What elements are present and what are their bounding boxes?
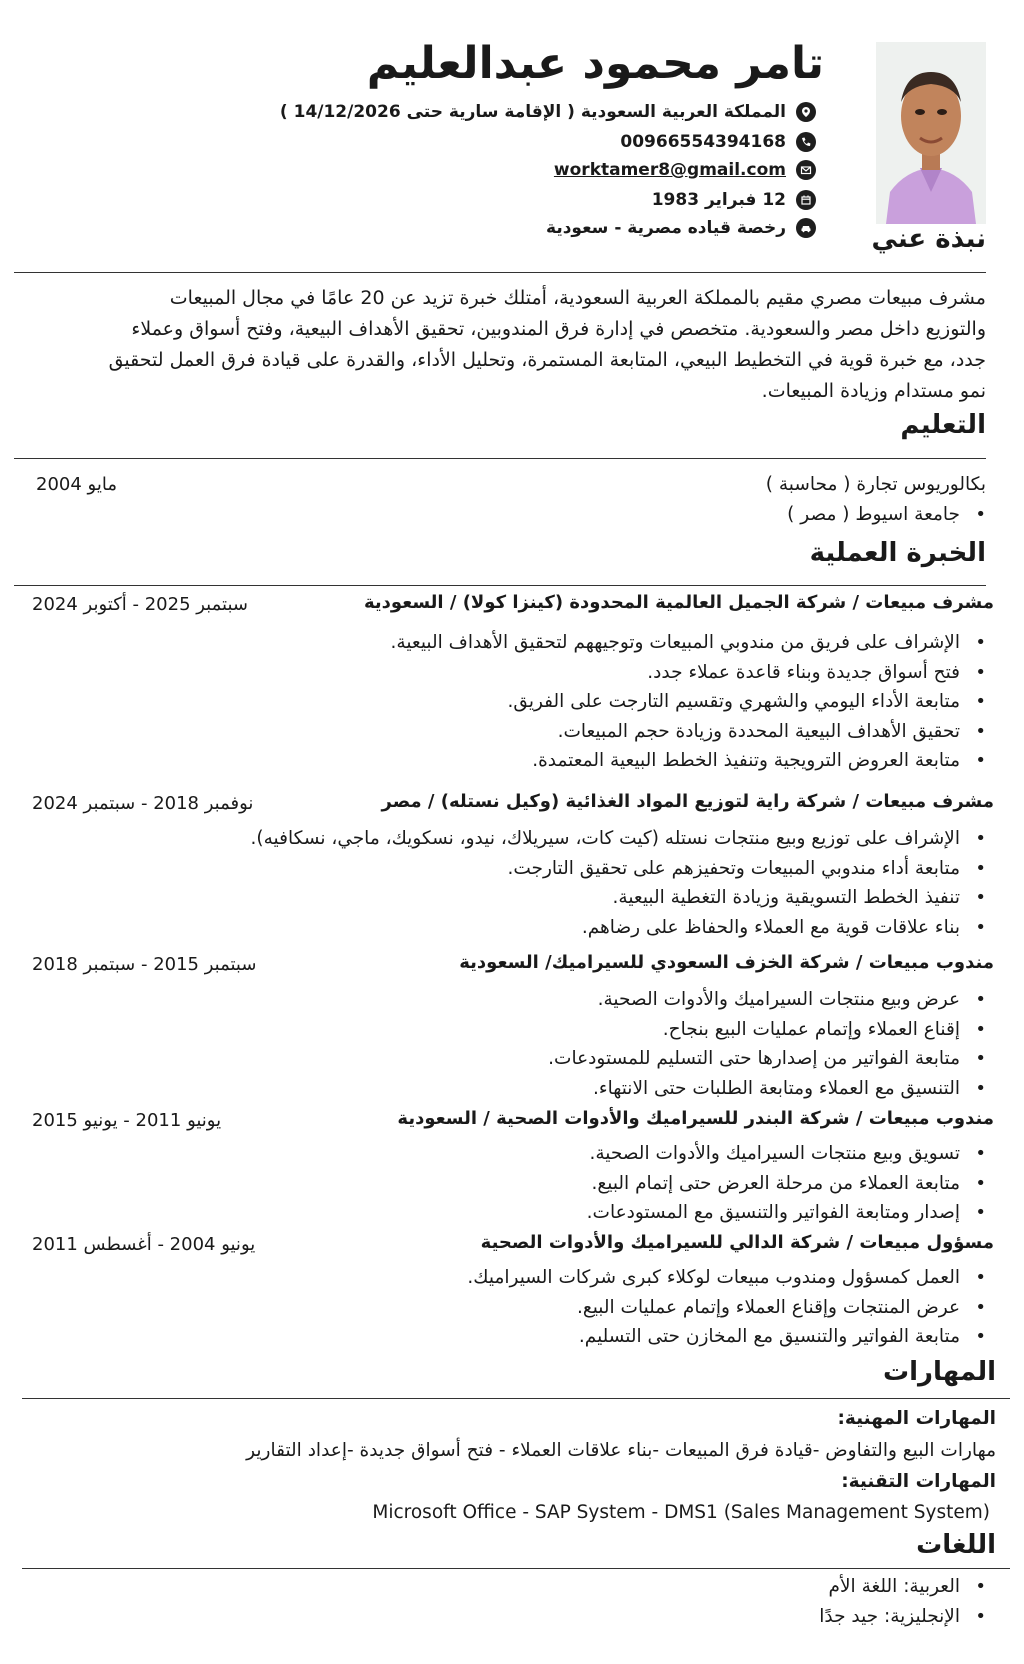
contact-phone [620, 132, 816, 152]
job-bullet: • تنفيذ الخطط التسويقية وزيادة التغطية البيعية. [251, 883, 994, 913]
contact-location [280, 102, 816, 122]
job-title: مسؤول مبيعات / شركة الدالي للسيراميك والأدوات الصحية [480, 1232, 994, 1253]
experience-divider [14, 585, 986, 586]
degree-date: مايو 2004 [36, 474, 117, 495]
about-text: مشرف مبيعات مصري مقيم بالمملكة العربية السعودية، أمتلك خبرة تزيد عن 20 عامًا في مجال المبيعات والتوزيع داخل مصر والسعودية. متخصص في إدارة فرق المندوبين، تحقيق الأهداف البيعية، وفتح أسواق وعملاء جدد، مع خبرة قوية في التخطيط البيعي، المتابعة المستمرة، وتحليل الأداء، والقدرة على قيادة فرق العمل لتحقيق نمو مستدام وزيادة المبيعات. [108, 287, 986, 402]
technical-skills-label: المهارات التقنية: [841, 1471, 996, 1492]
languages-divider [22, 1568, 1010, 1569]
person-name: تامر محمود عبدالعليم [366, 38, 824, 89]
education-list [787, 500, 994, 530]
job-bullet: • عرض وبيع منتجات السيراميك والأدوات الصحية. [548, 985, 994, 1015]
job-bullet: • العمل كمسؤول ومندوب مبيعات لوكلاء كبرى شركات السيراميك. [467, 1263, 994, 1293]
experience-title: الخبرة العملية [809, 538, 986, 568]
job-bullet: • تحقيق الأهداف البيعية المحددة وزيادة حجم المبيعات. [391, 717, 994, 747]
job-bullet: • بناء علاقات قوية مع العملاء والحفاظ على رضاهم. [251, 913, 994, 943]
professional-skills-label: المهارات المهنية: [837, 1408, 996, 1429]
job-title: مندوب مبيعات / شركة البندر للسيراميك والأدوات الصحية / السعودية [397, 1108, 994, 1129]
university-item: • جامعة اسيوط ( مصر ) [787, 500, 994, 530]
job-bullets [467, 1263, 994, 1352]
language-item: • العربية: اللغة الأم [819, 1572, 994, 1602]
job-bullet: • متابعة العملاء من مرحلة العرض حتى إتمام البيع. [587, 1169, 994, 1199]
skills-divider [22, 1398, 1010, 1399]
job-date: سبتمبر 2025 - أكتوبر 2024 [32, 594, 248, 615]
job-bullet: • عرض المنتجات وإقناع العملاء وإتمام عمليات البيع. [467, 1293, 994, 1323]
technical-skills-text: Microsoft Office - SAP System - DMS1 (Sales Management System) [372, 1502, 990, 1523]
job-bullet: • التنسيق مع العملاء ومتابعة الطلبات حتى الانتهاء. [548, 1074, 994, 1104]
job-bullets [391, 628, 994, 776]
job-title: مشرف مبيعات / شركة راية لتوزيع المواد الغذائية (وكيل نستله) / مصر [381, 791, 994, 812]
phone-text: 00966554394168 [620, 132, 786, 152]
person-portrait-icon [876, 42, 986, 224]
languages-title: اللغات [916, 1530, 996, 1560]
location-text: المملكة العربية السعودية ( الإقامة سارية حتى 14/12/2026 ) [279, 102, 786, 122]
job-date: نوفمبر 2018 - سبتمبر 2024 [32, 793, 254, 814]
job-bullet: • متابعة الفواتير من إصدارها حتى التسليم للمستودعات. [548, 1044, 994, 1074]
job-bullet: • الإشراف على فريق من مندوبي المبيعات وتوجيههم لتحقيق الأهداف البيعية. [391, 628, 994, 658]
location-icon [796, 102, 816, 122]
job-bullets [251, 824, 994, 942]
languages-list [819, 1572, 994, 1631]
job-bullet: • إقناع العملاء وإتمام عمليات البيع بنجاح. [548, 1015, 994, 1045]
job-bullet: • متابعة أداء مندوبي المبيعات وتحفيزهم على تحقيق التارجت. [251, 854, 994, 884]
email-link[interactable]: worktamer8@gmail.com [553, 160, 786, 180]
profile-photo [876, 42, 986, 224]
job-bullets [587, 1139, 994, 1228]
education-divider [14, 458, 986, 459]
job-bullet: • متابعة الفواتير والتنسيق مع المخازن حتى التسليم. [467, 1322, 994, 1352]
job-bullet: • متابعة الأداء اليومي والشهري وتقسيم التارجت على الفريق. [391, 687, 994, 717]
skills-title: المهارات [882, 1357, 996, 1387]
job-title: مندوب مبيعات / شركة الخزف السعودي للسيراميك/ السعودية [459, 952, 994, 973]
about-divider [14, 272, 986, 273]
job-date: يونيو 2004 - أغسطس 2011 [32, 1234, 256, 1255]
calendar-icon [796, 190, 816, 210]
contact-license [546, 218, 816, 238]
job-bullet: • تسويق وبيع منتجات السيراميك والأدوات الصحية. [587, 1139, 994, 1169]
job-bullet: • فتح أسواق جديدة وبناء قاعدة عملاء جدد. [391, 658, 994, 688]
job-date: سبتمبر 2015 - سبتمبر 2018 [32, 954, 257, 975]
contact-birthdate [652, 190, 816, 210]
job-bullets [548, 985, 994, 1103]
email-icon [796, 160, 816, 180]
degree-text: بكالوريوس تجارة ( محاسبة ) [765, 474, 986, 495]
job-date: يونيو 2011 - يونيو 2015 [32, 1110, 222, 1131]
job-title: مشرف مبيعات / شركة الجميل العالمية المحدودة (كينزا كولا) / السعودية [364, 592, 994, 613]
license-text: رخصة قياده مصرية - سعودية [546, 218, 786, 238]
job-bullet: • إصدار ومتابعة الفواتير والتنسيق مع المستودعات. [587, 1198, 994, 1228]
about-title: نبذة عني [871, 224, 986, 254]
phone-icon [796, 132, 816, 152]
car-icon [796, 218, 816, 238]
contact-email[interactable] [554, 160, 816, 180]
language-item: • الإنجليزية: جيد جدًا [819, 1602, 994, 1632]
education-title: التعليم [900, 410, 986, 440]
job-bullet: • متابعة العروض الترويجية وتنفيذ الخطط البيعية المعتمدة. [391, 746, 994, 776]
job-bullet: • الإشراف على توزيع وبيع منتجات نستله (كيت كات، سيريلاك، نيدو، نسكويك، ماجي، نسكافيه). [251, 824, 994, 854]
birthdate-text: 12 فبراير 1983 [651, 190, 786, 210]
professional-skills-text: مهارات البيع والتفاوض -قيادة فرق المبيعات -بناء علاقات العملاء - فتح أسواق جديدة -إعداد التقارير [246, 1440, 996, 1461]
